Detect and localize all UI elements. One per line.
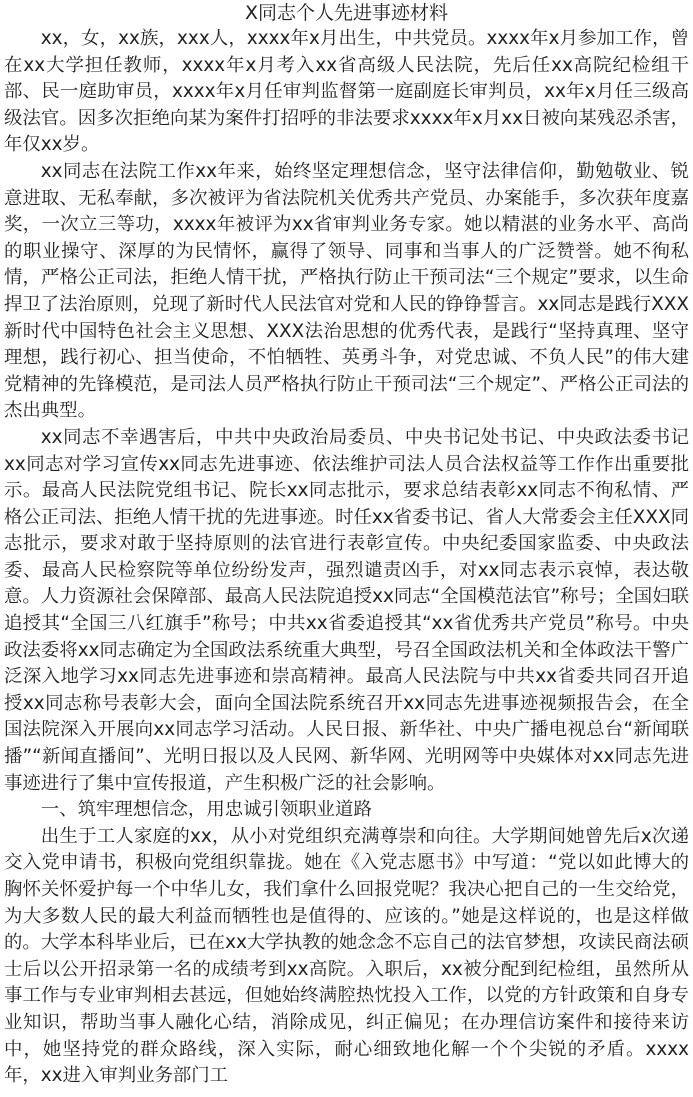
paragraph-achievements: xx同志在法院工作xx年来，始终坚定理想信念，坚守法律信仰，勤勉敬业、锐意进取、无私奉献，多次被评为省法院机关优秀共产党员、办案能手，多次获年度嘉奖，一次立三等功，xxxx年被评为xx省审判业务专家。她以精湛的业务水平、高尚的职业操守、深厚的为民情怀，赢得了领导、同事和当事人的广泛赞誉。她不徇私情，严格公正司法，拒绝人情干扰，严格执行防止干预司法“三个规定”要求，以生命捍卫了法治原则，兑现了新时代人民法官对党和人民的铮铮誓言。xx同志是践行XXX新时代中国特色社会主义思想、XXX法治思想的优秀代表，是践行“坚持真理、坚守理想，践行初心、担当使命，不怕牺牲、英勇斗争，对党忠诚、不负人民”的伟大建党精神的先锋模范，是司法人员严格执行防止干预司法“三个规定”、严格公正司法的杰出典型。 [4,160,689,422]
section-heading: 一、筑牢理想信念，用忠诚引领职业道路 [40,799,372,821]
paragraph-section-1: 出生于工人家庭的xx，从小对党组织充满尊崇和向往。大学期间她曾先后x次递交入党申请书，积极向党组织靠拢。她在《入党志愿书》中写道：“党以如此博大的胸怀关怀爱护每一个中华儿女，我们拿什么回报党呢？我决心把自己的一生交给党，为大多数人民的最大利益而牺牲也是值得的、应该的。”她是这样说的，也是这样做的。大学本科毕业后，已在xx大学执教的她念念不忘自己的法官梦想，攻读民商法硕士后以公开招录第一名的成绩考到xx高院。入职后，xx被分配到纪检组，虽然所从事工作与专业审判相去甚远，但她始终满腔热忱投入工作，以党的方针政策和自身专业知识，帮助当事人融化心结，消除成见，纠正偏见；在办理信访案件和接待来访中，她坚持党的群众路线，深入实际，耐心细致地化解一个个尖锐的矛盾。xxxx年，xx进入审判业务部门工 [4,825,689,1087]
document-title: X同志个人先进事迹材料 [244,2,449,24]
paragraph-intro: xx，女，xx族，xxx人，xxxx年x月出生，中共党员。xxxx年x月参加工作，曾在xx大学担任教师，xxxx年x月考入xx省高级人民法院，先后任xx高院纪检组干部、民一庭助审员，xxxx年x月任审判监督第一庭副庭长审判员，xx年x月任三级高级法官。因多次拒绝向某为案件打招呼的非法要求xxxx年x月xx日被向某残忍杀害，年仅xx岁。 [4,28,689,156]
paragraph-recognition: xx同志不幸遇害后，中共中央政治局委员、中央书记处书记、中央政法委书记xx同志对学习宣传xx同志先进事迹、依法维护司法人员合法权益等工作作出重要批示。最高人民法院党组书记、院长xx同志批示，要求总结表彰xx同志不徇私情、严格公正司法、拒绝人情干扰的先进事迹。时任xx省委书记、省人大常委会主任XXX同志批示，要求对敢于坚持原则的法官进行表彰宣传。中央纪委国家监委、中央政法委、最高人民检察院等单位纷纷发声，强烈谴责凶手，对xx同志表示哀悼，表达敬意。人力资源社会保障部、最高人民法院追授xx同志“全国模范法官”称号；全国妇联追授其“全国三八红旗手”称号；中共xx省委追授其“xx省优秀共产党员”称号。中央政法委将xx同志确定为全国政法系统重大典型，号召全国政法机关和全体政法干警广泛深入地学习xx同志先进事迹和崇高精神。最高人民法院与中共xx省委共同召开追授xx同志称号表彰大会，面向全国法院系统召开xx同志先进事迹视频报告会，在全国法院深入开展向xx同志学习活动。人民日报、新华社、中央广播电视总台“新闻联播”“新闻直播间”、光明日报以及人民网、新华网、光明网等中央媒体对xx同志先进事迹进行了集中宣传报道，产生积极广泛的社会影响。 [4,426,689,794]
